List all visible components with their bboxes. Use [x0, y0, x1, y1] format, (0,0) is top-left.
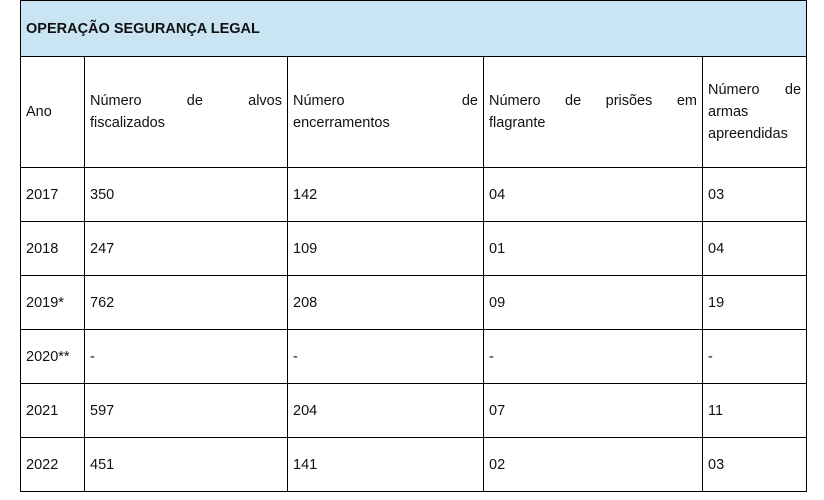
header-arrests-line2: flagrante: [489, 115, 546, 131]
cell-year: 2019*: [21, 276, 85, 330]
cell-targets: 762: [85, 276, 288, 330]
header-arrests: [484, 57, 703, 168]
cell-targets: -: [85, 330, 288, 384]
cell-weapons: -: [703, 330, 807, 384]
header-weapons-line3: apreendidas: [708, 126, 788, 142]
cell-targets: 597: [85, 384, 288, 438]
header-closures: [288, 57, 484, 168]
header-weapons-line2: armas: [708, 104, 749, 120]
cell-closures: -: [288, 330, 484, 384]
header-targets-line1: Número de alvos: [90, 93, 282, 109]
header-weapons-line1: Número de: [708, 82, 802, 98]
cell-weapons: 19: [703, 276, 807, 330]
table-row: [21, 276, 807, 330]
cell-weapons: 03: [703, 438, 807, 492]
cell-weapons: 03: [703, 168, 807, 222]
cell-targets: 350: [85, 168, 288, 222]
cell-year: 2022: [21, 438, 85, 492]
cell-arrests: 04: [484, 168, 703, 222]
header-closures-line1: Número de: [293, 93, 478, 109]
cell-year: 2020**: [21, 330, 85, 384]
header-year: Ano: [21, 57, 85, 168]
table-title-row: [21, 1, 807, 57]
header-closures-line2: encerramentos: [293, 115, 390, 131]
operation-table: [20, 0, 807, 492]
cell-closures: 208: [288, 276, 484, 330]
header-weapons: [703, 57, 807, 168]
cell-year: 2017: [21, 168, 85, 222]
header-targets-line2: fiscalizados: [90, 115, 165, 131]
cell-targets: 451: [85, 438, 288, 492]
table-row: [21, 384, 807, 438]
cell-weapons: 04: [703, 222, 807, 276]
header-targets: [85, 57, 288, 168]
header-arrests-line1: Número de prisões em: [489, 93, 697, 109]
table-row: [21, 168, 807, 222]
cell-arrests: 07: [484, 384, 703, 438]
cell-weapons: 11: [703, 384, 807, 438]
cell-arrests: 09: [484, 276, 703, 330]
table-header-row: [21, 57, 807, 168]
cell-targets: 247: [85, 222, 288, 276]
cell-year: 2018: [21, 222, 85, 276]
cell-arrests: 02: [484, 438, 703, 492]
table-row: [21, 330, 807, 384]
cell-arrests: 01: [484, 222, 703, 276]
cell-closures: 141: [288, 438, 484, 492]
cell-closures: 109: [288, 222, 484, 276]
table-title: OPERAÇÃO SEGURANÇA LEGAL: [21, 1, 807, 57]
cell-year: 2021: [21, 384, 85, 438]
cell-closures: 142: [288, 168, 484, 222]
table-row: [21, 222, 807, 276]
table-row: [21, 438, 807, 492]
cell-arrests: -: [484, 330, 703, 384]
cell-closures: 204: [288, 384, 484, 438]
